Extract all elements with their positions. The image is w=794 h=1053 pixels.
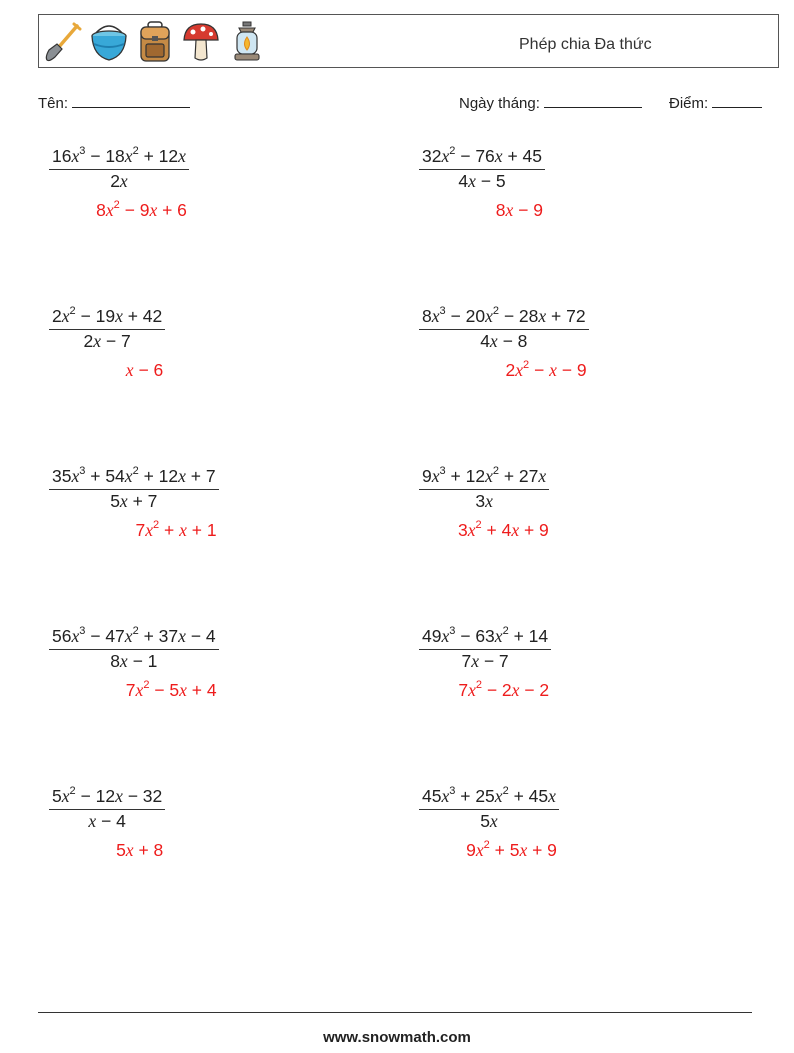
footer-divider [38,1012,752,1013]
dividend: $45x^3 + 25x^2 + 45x$ [419,786,559,810]
name-label: Tên: [38,95,69,112]
problem-fraction [418,786,560,832]
dividend: $32x^2 - 76x + 45$ [419,146,545,170]
problem-fraction [48,466,220,512]
problem-fraction [418,306,590,352]
answer: $7x^2 - 2x - 2$ [458,679,550,700]
division-problem [418,466,550,512]
division-problem [48,306,166,352]
divisor: 2x − 7 [83,331,131,351]
divisor: 2x [110,171,128,191]
divisor: 7x − 7 [461,651,509,671]
divisor: 8x − 1 [110,651,158,671]
dividend: $35x^3 + 54x^2 + 12x + 7$ [49,466,219,490]
divisor: x − 4 [88,811,126,831]
score-label: Điểm: [669,95,709,112]
worksheet-title: Phép chia Đa thức [519,36,652,53]
answer: 8x − 9 [495,200,543,220]
answer: x − 6 [125,360,164,380]
shovel-icon [43,20,83,64]
backpack-icon [135,20,175,64]
dividend: $49x^3 - 63x^2 + 14$ [419,626,551,650]
problem-fraction [418,626,552,672]
problem-fraction [48,146,190,192]
header-icons [43,19,267,65]
answer: $2x^2 - x - 9$ [505,359,587,380]
dividend: $5x^2 - 12x - 32$ [49,786,165,810]
division-problem [418,626,552,672]
answer: $7x^2 - 5x + 4$ [125,679,217,700]
division-problem [48,626,220,672]
dividend: $16x^3 - 18x^2 + 12x$ [49,146,189,170]
name-blank [72,94,190,108]
division-problem [418,786,560,832]
divisor: 4x − 8 [480,331,528,351]
division-problem [418,306,590,352]
score-field [669,94,762,112]
division-problem [48,146,190,192]
divisor: 5x [480,811,498,831]
divisor: 3x [475,491,493,511]
answer: $9x^2 + 5x + 9$ [466,839,557,860]
mushroom-icon [181,20,221,64]
division-problem [48,786,166,832]
worksheet-header [38,14,779,68]
division-problem [418,146,546,192]
dividend: $2x^2 - 19x + 42$ [49,306,165,330]
divisor: 4x − 5 [458,171,506,191]
date-field [459,94,642,112]
division-problem [48,466,220,512]
problem-fraction [48,306,166,352]
lantern-icon [227,20,267,64]
dividend: $56x^3 - 47x^2 + 37x - 4$ [49,626,219,650]
dividend: $9x^3 + 12x^2 + 27x$ [419,466,549,490]
dividend: $8x^3 - 20x^2 - 28x + 72$ [419,306,589,330]
score-blank [712,94,762,108]
problem-fraction [418,146,546,192]
name-field [38,94,190,112]
answer: $3x^2 + 4x + 9$ [458,519,549,540]
answer: $8x^2 - 9x + 6$ [96,199,187,220]
divisor: 5x + 7 [110,491,158,511]
problem-fraction [418,466,550,512]
answer: $7x^2 + x + 1$ [135,519,217,540]
problem-fraction [48,786,166,832]
footer-website: www.snowmath.com [323,1029,471,1046]
problem-fraction [48,626,220,672]
date-blank [544,94,642,108]
answer: 5x + 8 [116,840,164,860]
bucket-icon [89,20,129,64]
date-label: Ngày tháng: [459,95,540,112]
